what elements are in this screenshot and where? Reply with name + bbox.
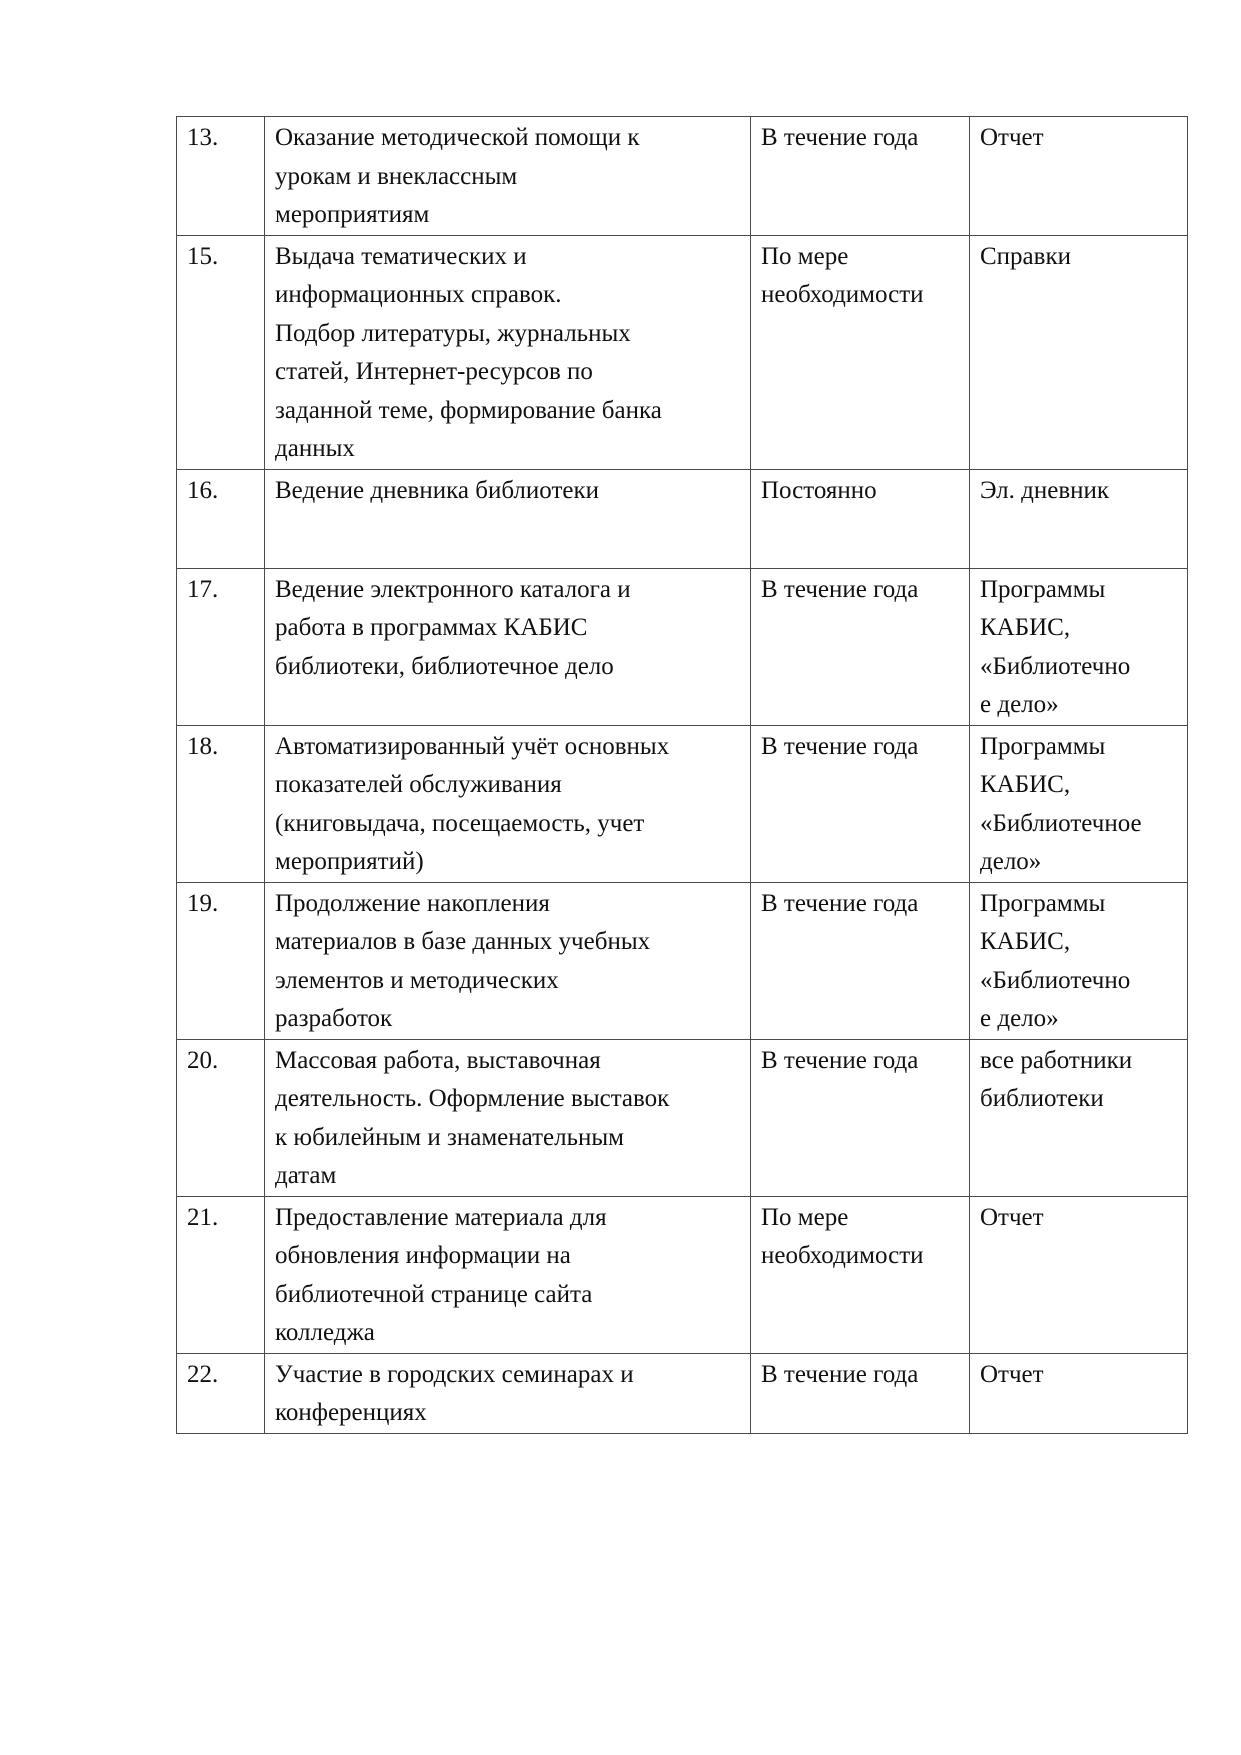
activity-cell: Оказание методической помощи к урокам и внеклассным мероприятиям bbox=[265, 117, 751, 236]
table-row bbox=[177, 235, 1188, 469]
term-cell: По мере необходимости bbox=[751, 235, 970, 469]
result-cell: Эл. дневник bbox=[970, 469, 1188, 568]
activity-cell: Ведение электронного каталога и работа в программах КАБИС библиотеки, библиотечное дело bbox=[265, 568, 751, 725]
table-row bbox=[177, 1196, 1188, 1353]
term-cell: В течение года bbox=[751, 882, 970, 1039]
table-row bbox=[177, 568, 1188, 725]
term-cell: В течение года bbox=[751, 568, 970, 725]
term-cell: Постоянно bbox=[751, 469, 970, 568]
row-number: 18. bbox=[177, 725, 265, 882]
activity-cell: Автоматизированный учёт основных показателей обслуживания (книговыдача, посещаемость, учет мероприятий) bbox=[265, 725, 751, 882]
result-cell: все работники библиотеки bbox=[970, 1039, 1188, 1196]
activity-cell: Продолжение накопления материалов в базе данных учебных элементов и методических разработок bbox=[265, 882, 751, 1039]
term-cell: По мере необходимости bbox=[751, 1196, 970, 1353]
row-number: 13. bbox=[177, 117, 265, 236]
term-cell: В течение года bbox=[751, 725, 970, 882]
term-cell: В течение года bbox=[751, 1353, 970, 1433]
row-number: 17. bbox=[177, 568, 265, 725]
term-cell: В течение года bbox=[751, 1039, 970, 1196]
activity-cell: Участие в городских семинарах и конференциях bbox=[265, 1353, 751, 1433]
table-row bbox=[177, 469, 1188, 568]
result-cell: Отчет bbox=[970, 117, 1188, 236]
result-cell: Программы КАБИС, «Библиотечно е дело» bbox=[970, 882, 1188, 1039]
row-number: 20. bbox=[177, 1039, 265, 1196]
result-cell: Справки bbox=[970, 235, 1188, 469]
row-number: 19. bbox=[177, 882, 265, 1039]
result-cell: Отчет bbox=[970, 1196, 1188, 1353]
row-number: 16. bbox=[177, 469, 265, 568]
term-cell: В течение года bbox=[751, 117, 970, 236]
table-row bbox=[177, 882, 1188, 1039]
result-cell: Программы КАБИС, «Библиотечно е дело» bbox=[970, 568, 1188, 725]
table-row bbox=[177, 117, 1188, 236]
row-number: 15. bbox=[177, 235, 265, 469]
result-cell: Отчет bbox=[970, 1353, 1188, 1433]
table-row bbox=[177, 1353, 1188, 1433]
activity-cell: Выдача тематических и информационных справок. Подбор литературы, журнальных статей, Интернет-ресурсов по заданной теме, формирование банка данных bbox=[265, 235, 751, 469]
work-plan-table bbox=[176, 116, 1188, 1434]
row-number: 21. bbox=[177, 1196, 265, 1353]
row-number: 22. bbox=[177, 1353, 265, 1433]
activity-cell: Массовая работа, выставочная деятельность. Оформление выставок к юбилейным и знаменательным датам bbox=[265, 1039, 751, 1196]
table-row bbox=[177, 1039, 1188, 1196]
activity-cell: Предоставление материала для обновления информации на библиотечной странице сайта колледжа bbox=[265, 1196, 751, 1353]
table-row bbox=[177, 725, 1188, 882]
result-cell: Программы КАБИС, «Библиотечное дело» bbox=[970, 725, 1188, 882]
activity-cell: Ведение дневника библиотеки bbox=[265, 469, 751, 568]
